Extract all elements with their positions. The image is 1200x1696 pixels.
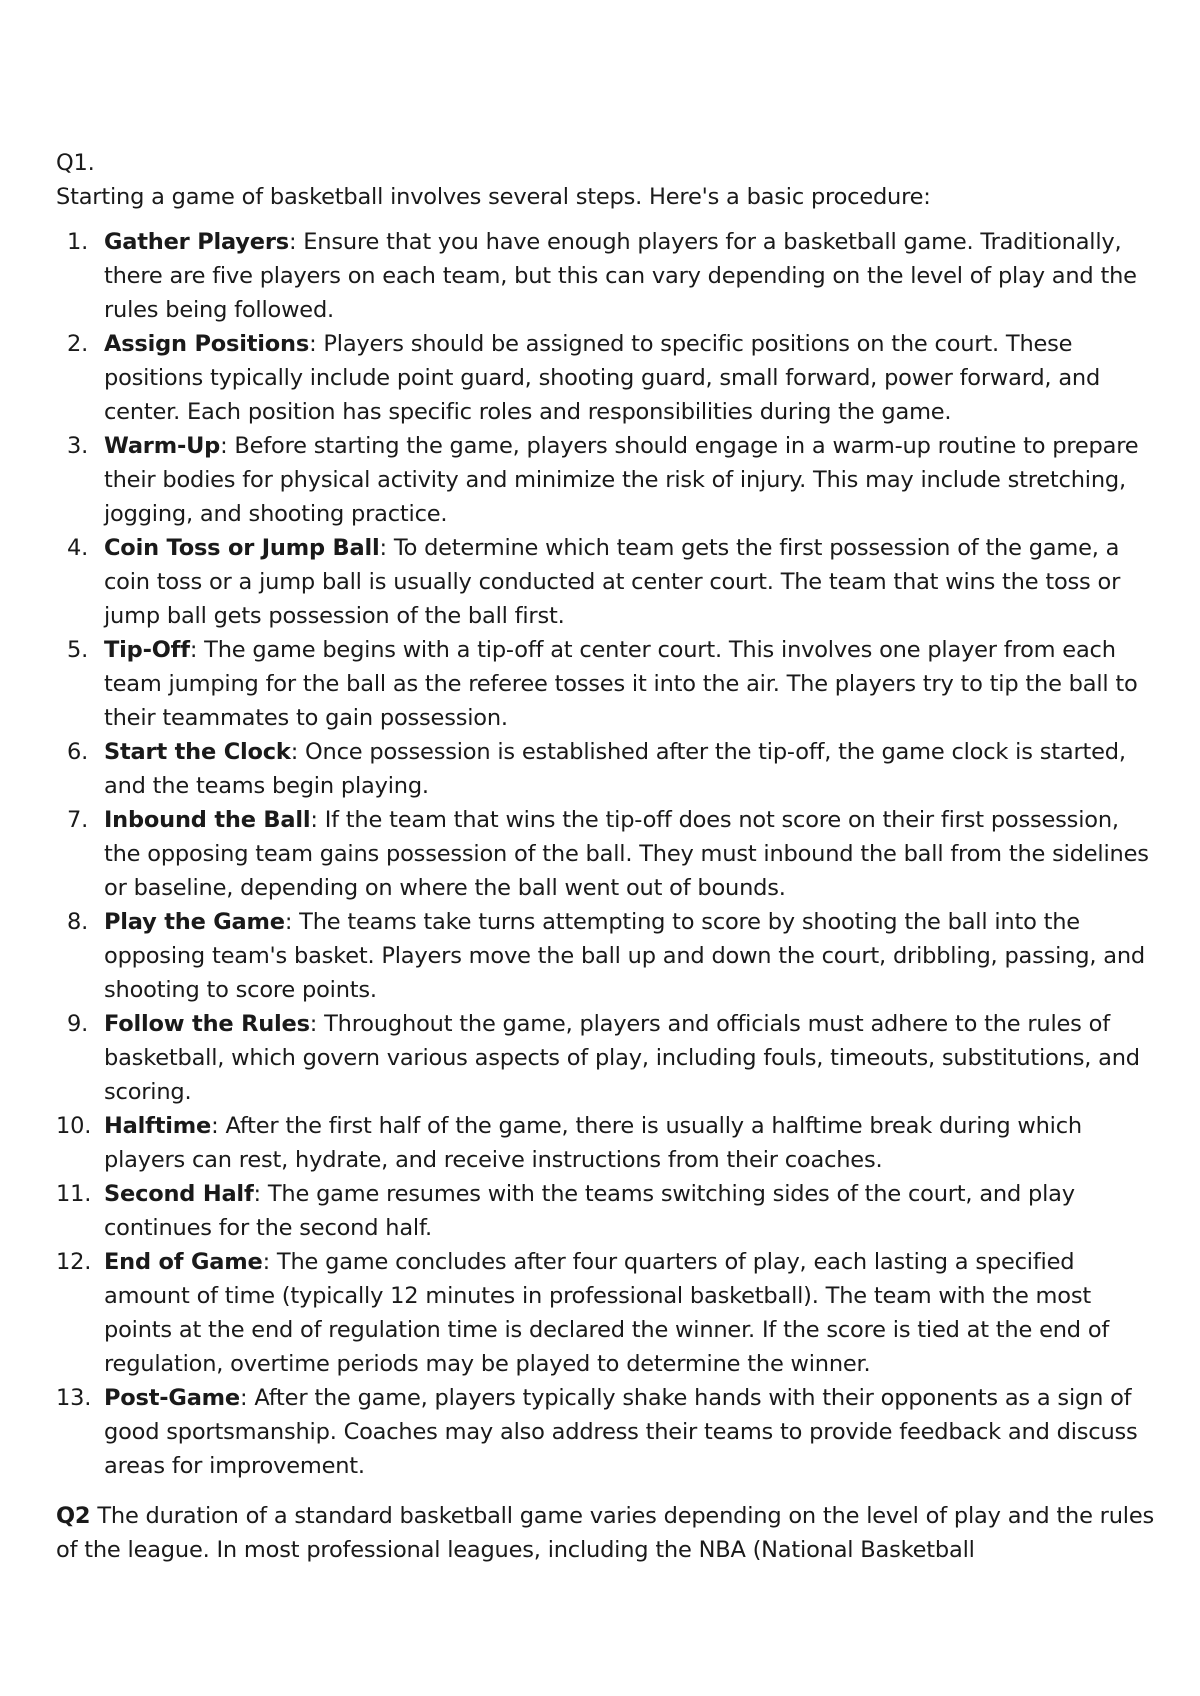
step-title: Post-Game [104,1385,240,1411]
step-text: After the game, players typically shake hands with their opponents as a sign of good sportsmanship. Coaches may also address their teams to provide feedback and discuss areas for improvement. [104,1385,1138,1479]
list-item: 4. Coin Toss or Jump Ball: To determine which team gets the first possession of the game, a coin toss or a jump ball is usually conducted at center court. The team that wins the toss or jump ball gets possession of the ball first. [56,531,1156,633]
list-item: 8. Play the Game: The teams take turns attempting to score by shooting the ball into the opposing team's basket. Players move the ball up and down the court, dribbling, passing, and shooting to score points. [56,905,1156,1007]
step-number: 4. [67,535,89,561]
step-title: Second Half [104,1181,254,1207]
step-title: Play the Game [104,909,285,935]
step-number: 1. [67,229,89,255]
step-text: Ensure that you have enough players for a basketball game. Traditionally, there are five players on each team, but this can vary depending on the level of play and the rules being followed. [104,229,1137,323]
step-text: To determine which team gets the first possession of the game, a coin toss or a jump ball is usually conducted at center court. The team that wins the toss or jump ball gets possession of the ball first. [104,535,1121,629]
step-title: Follow the Rules [104,1011,310,1037]
step-title: Halftime [104,1113,212,1139]
steps-list [56,225,1156,1483]
step-title: Assign Positions [104,331,310,357]
list-item: 6. Start the Clock: Once possession is established after the tip-off, the game clock is started, and the teams begin playing. [56,735,1156,803]
step-number: 2. [67,331,89,357]
list-item: 5. Tip-Off: The game begins with a tip-off at center court. This involves one player from each team jumping for the ball as the referee tosses it into the air. The players try to tip the ball to their teammates to gain possession. [56,633,1156,735]
list-item: 3. Warm-Up: Before starting the game, players should engage in a warm-up routine to prepare their bodies for physical activity and minimize the risk of injury. This may include stretching, jogging, and shooting practice. [56,429,1156,531]
step-title: End of Game [104,1249,263,1275]
q2-text: The duration of a standard basketball game varies depending on the level of play and the rules of the league. In most professional leagues, including the NBA (National Basketball [56,1503,1154,1563]
q1-heading: Q1. [56,150,95,176]
step-number: 10. [56,1113,92,1139]
step-number: 9. [67,1011,89,1037]
q2-label: Q2 [56,1503,91,1529]
step-title: Warm-Up [104,433,221,459]
step-text: Players should be assigned to specific positions on the court. These positions typically include point guard, shooting guard, small forward, power forward, and center. Each position has specific roles and responsibilities during the game. [104,331,1101,425]
step-title: Coin Toss or Jump Ball [104,535,380,561]
step-text: Once possession is established after the tip-off, the game clock is started, and the teams begin playing. [104,739,1126,799]
step-number: 6. [67,739,89,765]
step-number: 7. [67,807,89,833]
q1-intro: Starting a game of basketball involves several steps. Here's a basic procedure: [56,184,931,210]
step-number: 3. [67,433,89,459]
step-number: 5. [67,637,89,663]
q2-paragraph [56,1499,1156,1567]
list-item: 9. Follow the Rules: Throughout the game, players and officials must adhere to the rules of basketball, which govern various aspects of play, including fouls, timeouts, substitutions, and scoring. [56,1007,1156,1109]
step-text: Before starting the game, players should engage in a warm-up routine to prepare their bodies for physical activity and minimize the risk of injury. This may include stretching, jogging, and shooting practice. [104,433,1139,527]
step-text: The game begins with a tip-off at center court. This involves one player from each team jumping for the ball as the referee tosses it into the air. The players try to tip the ball to their teammates to gain possession. [104,637,1138,731]
step-text: The teams take turns attempting to score by shooting the ball into the opposing team's basket. Players move the ball up and down the court, dribbling, passing, and shooting to score points. [104,909,1146,1003]
step-title: Gather Players [104,229,289,255]
list-item: 10. Halftime: After the first half of the game, there is usually a halftime break during which players can rest, hydrate, and receive instructions from their coaches. [56,1109,1156,1177]
step-title: Inbound the Ball [104,807,311,833]
list-item: 7. Inbound the Ball: If the team that wins the tip-off does not score on their first possession, the opposing team gains possession of the ball. They must inbound the ball from the sidelines or baseline, depending on where the ball went out of bounds. [56,803,1156,905]
list-item: 1. Gather Players: Ensure that you have enough players for a basketball game. Traditionally, there are five players on each team, but this can vary depending on the level of play and the rules being followed. [56,225,1156,327]
step-number: 11. [56,1181,92,1207]
step-number: 13. [56,1385,92,1411]
step-number: 12. [56,1249,92,1275]
step-number: 8. [67,909,89,935]
step-text: After the first half of the game, there is usually a halftime break during which players can rest, hydrate, and receive instructions from their coaches. [104,1113,1082,1173]
list-item: 12. End of Game: The game concludes after four quarters of play, each lasting a specified amount of time (typically 12 minutes in professional basketball). The team with the most points at the end of regulation time is declared the winner. If the score is tied at the end of regulation, overtime periods may be played to determine the winner. [56,1245,1156,1381]
step-text: The game resumes with the teams switching sides of the court, and play continues for the second half. [104,1181,1075,1241]
step-title: Tip-Off [104,637,190,663]
step-title: Start the Clock [104,739,291,765]
step-text: The game concludes after four quarters of play, each lasting a specified amount of time (typically 12 minutes in professional basketball). The team with the most points at the end of regulation time is declared the winner. If the score is tied at the end of regulation, overtime periods may be played to determine the winner. [104,1249,1110,1377]
step-text: Throughout the game, players and officials must adhere to the rules of basketball, which govern various aspects of play, including fouls, timeouts, substitutions, and scoring. [104,1011,1140,1105]
document-page [56,146,1156,1567]
list-item: 13. Post-Game: After the game, players typically shake hands with their opponents as a sign of good sportsmanship. Coaches may also address their teams to provide feedback and discuss areas for improvement. [56,1381,1156,1483]
list-item: 11. Second Half: The game resumes with the teams switching sides of the court, and play continues for the second half. [56,1177,1156,1245]
list-item: 2. Assign Positions: Players should be assigned to specific positions on the court. These positions typically include point guard, shooting guard, small forward, power forward, and center. Each position has specific roles and responsibilities during the game. [56,327,1156,429]
step-text: If the team that wins the tip-off does not score on their first possession, the opposing team gains possession of the ball. They must inbound the ball from the sidelines or baseline, depending on where the ball went out of bounds. [104,807,1149,901]
